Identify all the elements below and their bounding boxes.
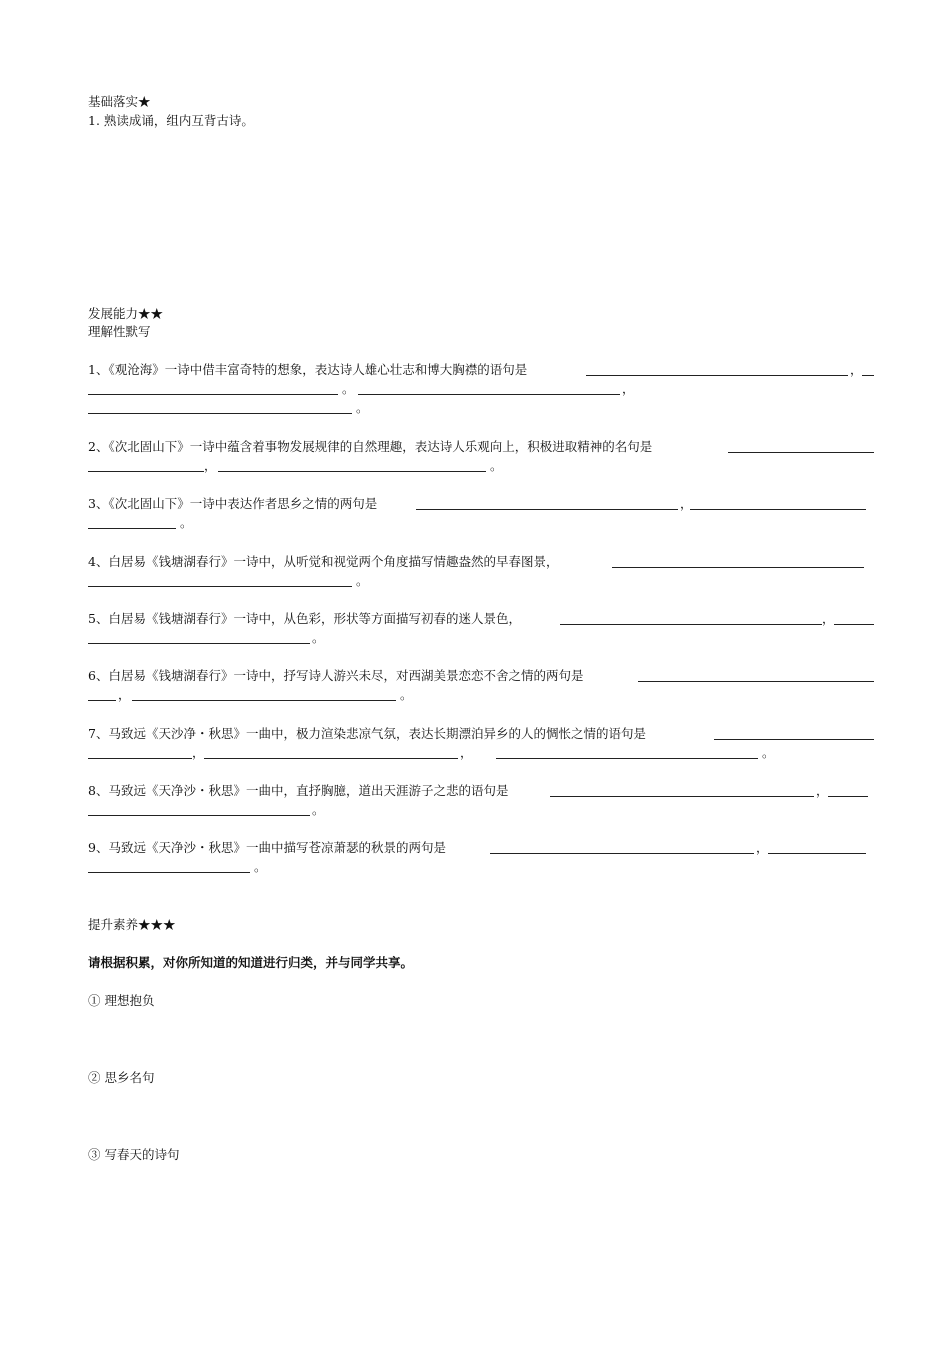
answer-blank[interactable] — [586, 375, 848, 376]
answer-blank[interactable] — [768, 853, 866, 854]
answer-blank[interactable] — [88, 872, 250, 873]
answer-blank[interactable] — [550, 796, 814, 797]
answer-blank[interactable] — [490, 853, 754, 854]
category-spring: ③ 写春天的诗句 — [88, 1147, 180, 1162]
period: 。 — [312, 630, 325, 645]
question-5: 5、白居易《钱塘湖春行》一诗中，从色彩，形状等方面描写初春的迷人景色， — [88, 611, 521, 626]
task-recite: 1. 熟读成诵，组内互背古诗。 — [88, 113, 254, 128]
question-7: 7、马致远《天沙净・秋思》一曲中，极力渲染悲凉气氛，表达长期漂泊异乡的人的惆怅之情的语句是 — [88, 726, 646, 741]
comma: ， — [680, 496, 693, 511]
comma: ， — [192, 745, 205, 760]
comma: ， — [118, 687, 131, 702]
answer-blank[interactable] — [88, 413, 352, 414]
answer-blank[interactable] — [496, 758, 758, 759]
comma: ， — [822, 611, 835, 626]
answer-blank[interactable] — [416, 509, 678, 510]
comma: ， — [622, 381, 635, 396]
period: 。 — [342, 381, 355, 396]
answer-blank[interactable] — [834, 624, 874, 625]
answer-blank[interactable] — [690, 509, 866, 510]
comma: ， — [816, 783, 829, 798]
answer-blank[interactable] — [560, 624, 822, 625]
answer-blank[interactable] — [88, 758, 192, 759]
section-heading-ability: 发展能力★★ — [88, 306, 164, 321]
section-heading-literacy: 提升素养★★★ — [88, 917, 176, 932]
question-9: 9、马致远《天净沙・秋思》一曲中描写苍凉萧瑟的秋景的两句是 — [88, 840, 446, 855]
period: 。 — [490, 458, 503, 473]
comma: ， — [204, 458, 217, 473]
subheading-dictation: 理解性默写 — [88, 324, 151, 339]
answer-blank[interactable] — [612, 567, 864, 568]
comma: ， — [756, 840, 769, 855]
category-homesickness: ② 思乡名句 — [88, 1070, 155, 1085]
question-8: 8、马致远《天净沙・秋思》一曲中，直抒胸臆，道出天涯游子之悲的语句是 — [88, 783, 509, 798]
instruction: 请根据积累，对你所知道的知道进行归类，并与同学共享。 — [88, 955, 414, 970]
answer-blank[interactable] — [88, 471, 204, 472]
answer-blank[interactable] — [218, 471, 486, 472]
answer-blank[interactable] — [88, 700, 116, 701]
answer-blank[interactable] — [88, 394, 338, 395]
answer-blank[interactable] — [862, 375, 874, 376]
period: 。 — [254, 859, 267, 874]
comma: ， — [460, 745, 473, 760]
question-4: 4、白居易《钱塘湖春行》一诗中，从听觉和视觉两个角度描写情趣盎然的早春图景， — [88, 554, 559, 569]
period: 。 — [400, 687, 413, 702]
answer-blank[interactable] — [714, 739, 874, 740]
answer-blank[interactable] — [728, 452, 874, 453]
answer-blank[interactable] — [358, 394, 620, 395]
question-2: 2、《次北固山下》一诗中蕴含着事物发展规律的自然理趣，表达诗人乐观向上，积极进取精神的名句是 — [88, 439, 653, 454]
period: 。 — [762, 745, 775, 760]
answer-blank[interactable] — [204, 758, 458, 759]
period: 。 — [180, 515, 193, 530]
answer-blank[interactable] — [88, 815, 310, 816]
period: 。 — [312, 802, 325, 817]
question-6: 6、白居易《钱塘湖春行》一诗中，抒写诗人游兴未尽，对西湖美景恋恋不舍之情的两句是 — [88, 668, 584, 683]
answer-blank[interactable] — [828, 796, 868, 797]
comma: ， — [850, 362, 863, 377]
period: 。 — [356, 573, 369, 588]
question-3: 3、《次北固山下》一诗中表达作者思乡之情的两句是 — [88, 496, 378, 511]
section-heading-basics: 基础落实★ — [88, 94, 151, 109]
answer-blank[interactable] — [88, 528, 176, 529]
answer-blank[interactable] — [132, 700, 396, 701]
answer-blank[interactable] — [88, 586, 352, 587]
category-ideals: ① 理想抱负 — [88, 993, 155, 1008]
question-1: 1、《观沧海》一诗中借丰富奇特的想象，表达诗人雄心壮志和博大胸襟的语句是 — [88, 362, 528, 377]
answer-blank[interactable] — [638, 681, 874, 682]
period: 。 — [356, 400, 369, 415]
answer-blank[interactable] — [88, 643, 310, 644]
